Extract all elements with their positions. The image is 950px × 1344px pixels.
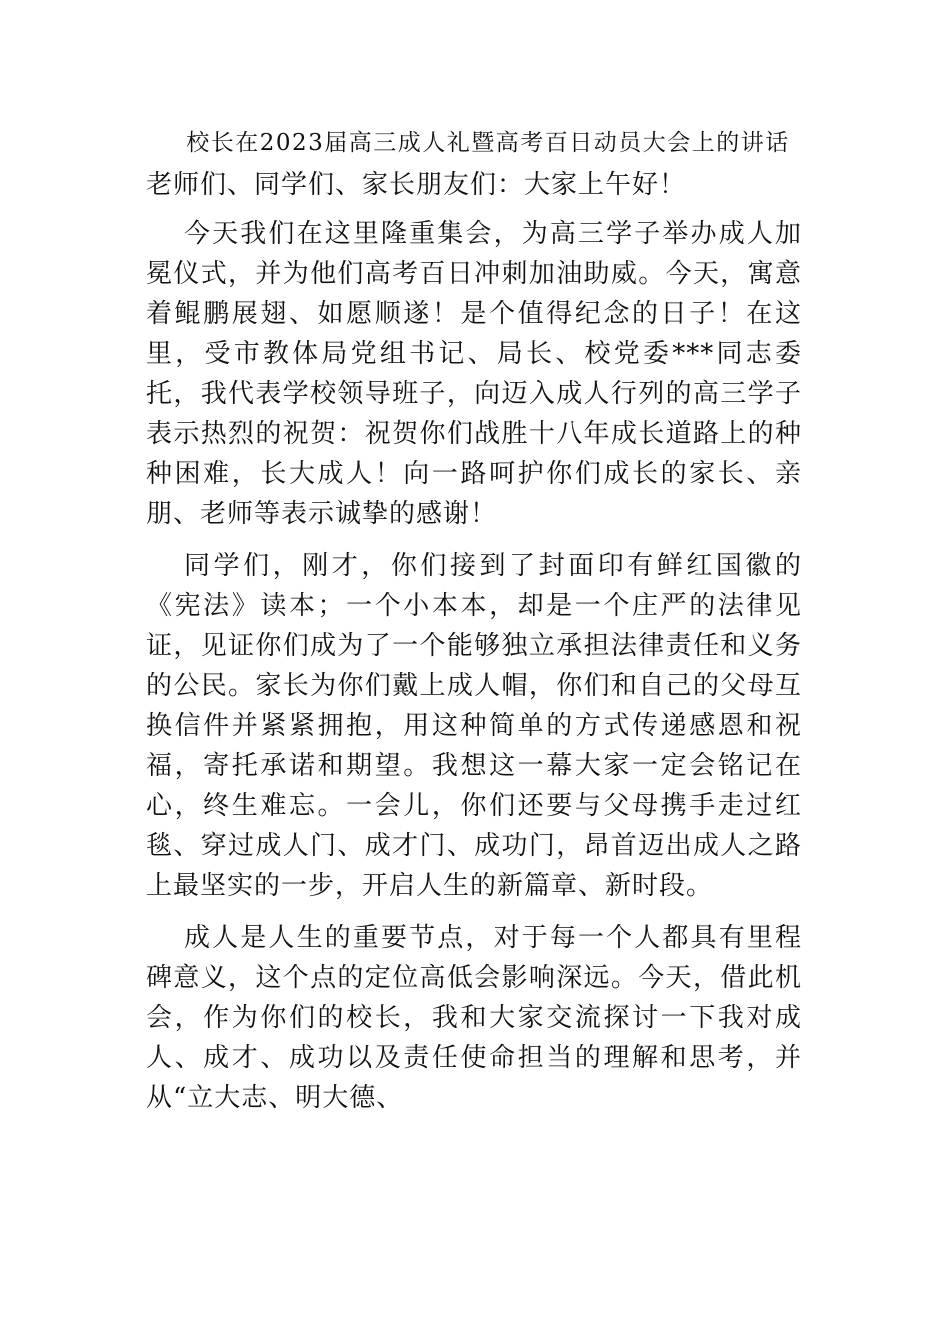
paragraph-3: 成人是人生的重要节点，对于每一个人都具有里程碑意义，这个点的定位高低会影响深远。今天，借此机会，作为你们的校长，我和大家交流探讨一下我对成人、成才、成功以及责任使命担当的理解和思考，并从“立大志、明大德、	[146, 923, 802, 1113]
document-body	[146, 214, 802, 1130]
paragraph-2: 同学们，刚才，你们接到了封面印有鲜红国徽的《宪法》读本；一个小本本，却是一个庄严的法律见证，见证你们成为了一个能够独立承担法律责任和义务的公民。家长为你们戴上成人帽，你们和自己的父母互换信件并紧紧拥抱，用这种简单的方式传递感恩和祝福，寄托承诺和期望。我想这一幕大家一定会铭记在心，终生难忘。一会儿，你们还要与父母携手走过红毯、穿过成人门、成才门、成功门，昂首迈出成人之路上最坚实的一步，开启人生的新篇章、新时段。	[146, 551, 802, 901]
salutation: 老师们、同学们、家长朋友们：大家上午好！	[146, 170, 687, 200]
document-title: 校长在2023届高三成人礼暨高考百日动员大会上的讲话	[186, 130, 790, 156]
paragraph-1: 今天我们在这里隆重集会，为高三学子举办成人加冕仪式，并为他们高考百日冲刺加油助威。今天，寓意着鲲鹏展翅、如愿顺遂！是个值得纪念的日子！在这里，受市教体局党组书记、局长、校党委***同志委托，我代表学校领导班子，向迈入成人行列的高三学子表示热烈的祝贺：祝贺你们战胜十八年成长道路上的种种困难，长大成人！向一路呵护你们成长的家长、亲朋、老师等表示诚挚的感谢！	[146, 219, 802, 529]
